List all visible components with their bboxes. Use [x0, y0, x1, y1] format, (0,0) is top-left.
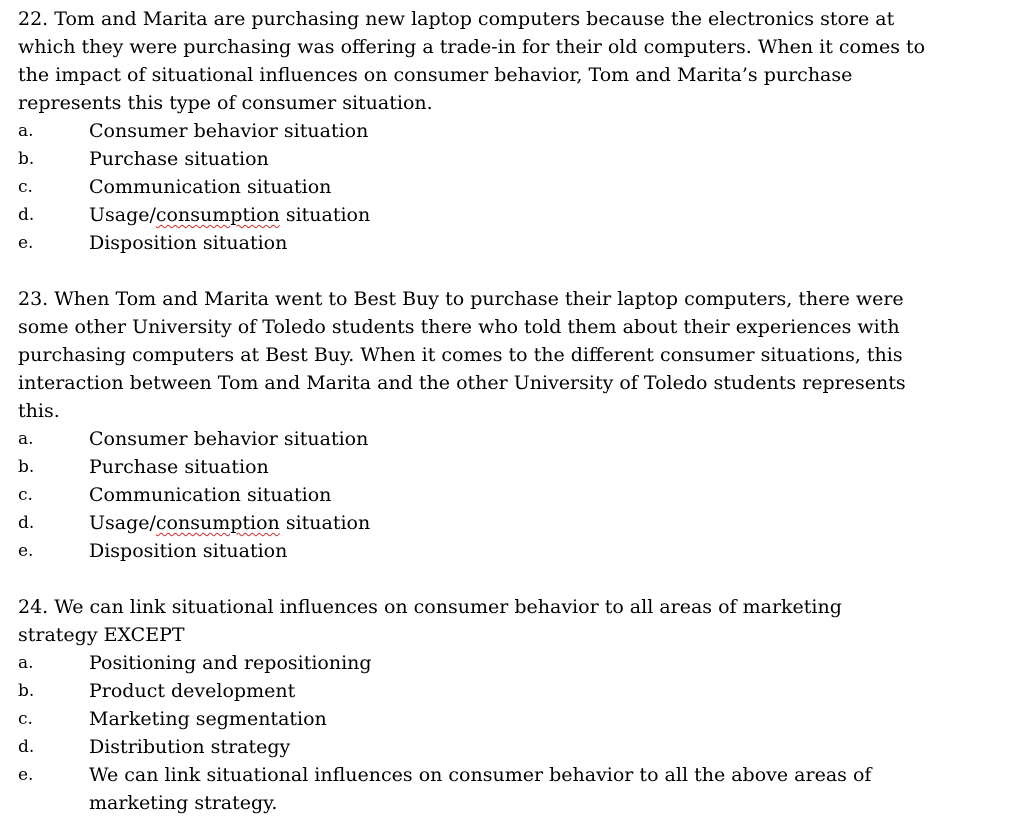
question-stem: 24. We can link situational influences on consumer behavior to all areas of marketing strategy EXCEPT	[18, 596, 842, 646]
option-letter: e.	[18, 765, 34, 785]
option-text: Disposition situation	[89, 540, 288, 562]
option-letter: b.	[18, 681, 35, 701]
option-letter: b.	[18, 149, 35, 169]
option-c	[18, 705, 1018, 733]
option-letter: e.	[18, 233, 34, 253]
option-text: Communication situation	[89, 176, 332, 198]
option-letter: c.	[18, 709, 33, 729]
option-letter: a.	[18, 429, 34, 449]
option-text-before: Usage/	[89, 204, 156, 226]
option-text: We can link situational influences on consumer behavior to all the above areas of marketing strategy.	[89, 764, 872, 814]
question-24	[18, 593, 1018, 817]
option-d	[18, 733, 1018, 761]
option-text-after: situation	[279, 204, 371, 226]
option-letter: a.	[18, 653, 34, 673]
answer-options	[18, 117, 1018, 257]
option-text: Positioning and repositioning	[89, 652, 372, 674]
option-letter: b.	[18, 457, 35, 477]
option-letter: a.	[18, 121, 34, 141]
option-a	[18, 425, 1018, 453]
answer-options	[18, 425, 1018, 565]
spellcheck-marked-word: consumption	[155, 512, 280, 534]
option-e	[18, 761, 1018, 817]
question-stem: 23. When Tom and Marita went to Best Buy to purchase their laptop computers, there were some other University of Toledo students there who told them about their experiences with purchasing computers at Best Buy. When it comes to the different consumer situations, this interaction between Tom and Marita and the other University of Toledo students represents this.	[18, 288, 906, 422]
option-c	[18, 481, 1018, 509]
option-letter: c.	[18, 485, 33, 505]
option-text: Consumer behavior situation	[89, 428, 369, 450]
option-letter: c.	[18, 177, 33, 197]
option-text: Purchase situation	[89, 456, 269, 478]
question-23	[18, 285, 1018, 565]
option-text: Disposition situation	[89, 232, 288, 254]
option-text	[89, 201, 1018, 229]
option-letter: d.	[18, 737, 35, 757]
question-stem: 22. Tom and Marita are purchasing new laptop computers because the electronics store at which they were purchasing was offering a trade-in for their old computers. When it comes to the impact of situational influences on consumer behavior, Tom and Marita’s purchase represents this type of consumer situation.	[18, 8, 926, 114]
option-d	[18, 509, 1018, 537]
option-d	[18, 201, 1018, 229]
option-letter: d.	[18, 205, 35, 225]
answer-options	[18, 649, 1018, 817]
option-letter: e.	[18, 541, 34, 561]
question-22	[18, 5, 1018, 257]
option-e	[18, 537, 1018, 565]
option-c	[18, 173, 1018, 201]
option-text	[89, 509, 1018, 537]
document-page	[18, 5, 1018, 817]
option-text: Purchase situation	[89, 148, 269, 170]
option-letter: d.	[18, 513, 35, 533]
option-text: Product development	[89, 680, 296, 702]
option-text: Communication situation	[89, 484, 332, 506]
option-b	[18, 145, 1018, 173]
option-text-before: Usage/	[89, 512, 156, 534]
option-text: Marketing segmentation	[89, 708, 327, 730]
option-text-after: situation	[279, 512, 371, 534]
spellcheck-marked-word: consumption	[155, 204, 280, 226]
option-text: Consumer behavior situation	[89, 120, 369, 142]
spacer	[18, 257, 1018, 285]
option-b	[18, 453, 1018, 481]
option-text: Distribution strategy	[89, 736, 291, 758]
spacer	[18, 565, 1018, 593]
option-e	[18, 229, 1018, 257]
option-b	[18, 677, 1018, 705]
option-a	[18, 117, 1018, 145]
option-a	[18, 649, 1018, 677]
